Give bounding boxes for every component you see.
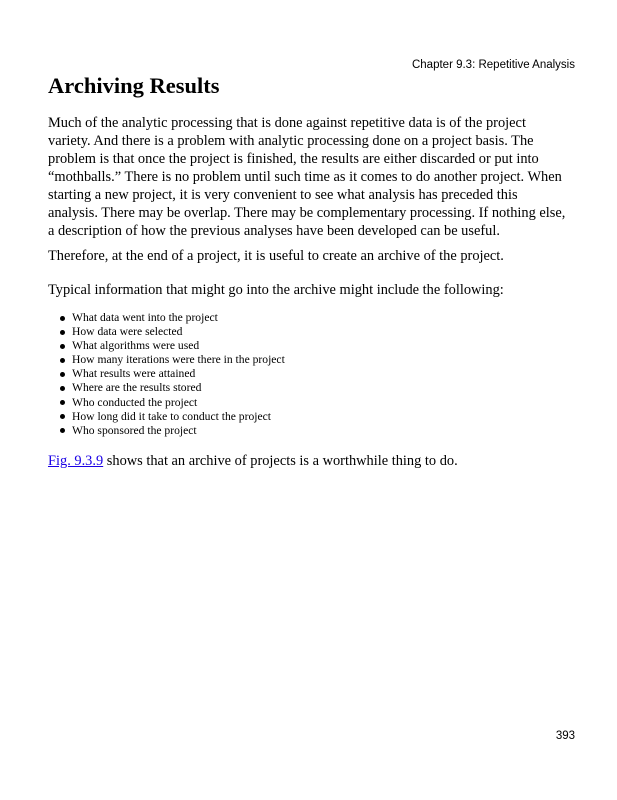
intro-line: analysis. There may be overlap. There may be complementary processing. If nothing else, xyxy=(48,205,566,221)
intro-line: Much of the analytic processing that is done against repetitive data is of the project xyxy=(48,115,526,131)
archive-statement-paragraph: Therefore, at the end of a project, it is useful to create an archive of the project. xyxy=(48,248,504,264)
page-number: 393 xyxy=(555,730,575,742)
intro-line: variety. And there is a problem with analytic processing done on a project basis. The xyxy=(48,133,534,149)
bullet-icon xyxy=(60,316,65,321)
closing-text: shows that an archive of projects is a worthwhile thing to do. xyxy=(103,453,458,469)
list-item-text: How long did it take to conduct the project xyxy=(72,409,271,423)
bullet-icon xyxy=(60,358,65,363)
list-item xyxy=(48,339,568,353)
running-header: Chapter 9.3: Repetitive Analysis xyxy=(411,59,575,71)
bullet-icon xyxy=(60,344,65,349)
bullet-icon xyxy=(60,428,65,433)
list-item xyxy=(48,424,568,438)
list-item-text: Who sponsored the project xyxy=(72,423,197,437)
list-intro-paragraph: Typical information that might go into the archive might include the following: xyxy=(48,282,504,298)
list-item-text: What data went into the project xyxy=(72,311,218,324)
list-item-text: What results were attained xyxy=(72,367,196,381)
list-item xyxy=(48,325,568,339)
list-item xyxy=(48,381,568,395)
list-item-text: How many iterations were there in the project xyxy=(72,353,285,367)
intro-line: starting a new project, it is very convenient to see what analysis has preceded this xyxy=(48,187,518,203)
bullet-icon xyxy=(60,330,65,335)
page-title: Archiving Results xyxy=(48,73,220,98)
list-item xyxy=(48,396,568,410)
intro-line: a description of how the previous analyses have been developed can be useful. xyxy=(48,223,500,239)
intro-line: problem is that once the project is finished, the results are either discarded or put into xyxy=(48,151,539,167)
bullet-icon xyxy=(60,414,65,419)
bullet-icon xyxy=(60,372,65,377)
closing-paragraph xyxy=(48,452,576,470)
list-item-text: Where are the results stored xyxy=(72,381,202,395)
intro-paragraph xyxy=(48,114,576,240)
archive-items-list xyxy=(48,311,568,438)
list-item-text: What algorithms were used xyxy=(72,339,200,353)
list-item xyxy=(48,311,568,325)
bullet-icon xyxy=(60,400,65,405)
bullet-icon xyxy=(60,386,65,391)
list-item xyxy=(48,367,568,381)
list-item xyxy=(48,410,568,424)
list-item-text: Who conducted the project xyxy=(72,395,198,409)
list-item xyxy=(48,353,568,367)
list-item-text: How data were selected xyxy=(72,325,183,339)
figure-link[interactable]: Fig. 9.3.9 xyxy=(48,453,104,469)
intro-line: “mothballs.” There is no problem until such time as it comes to do another project. When xyxy=(48,169,562,185)
